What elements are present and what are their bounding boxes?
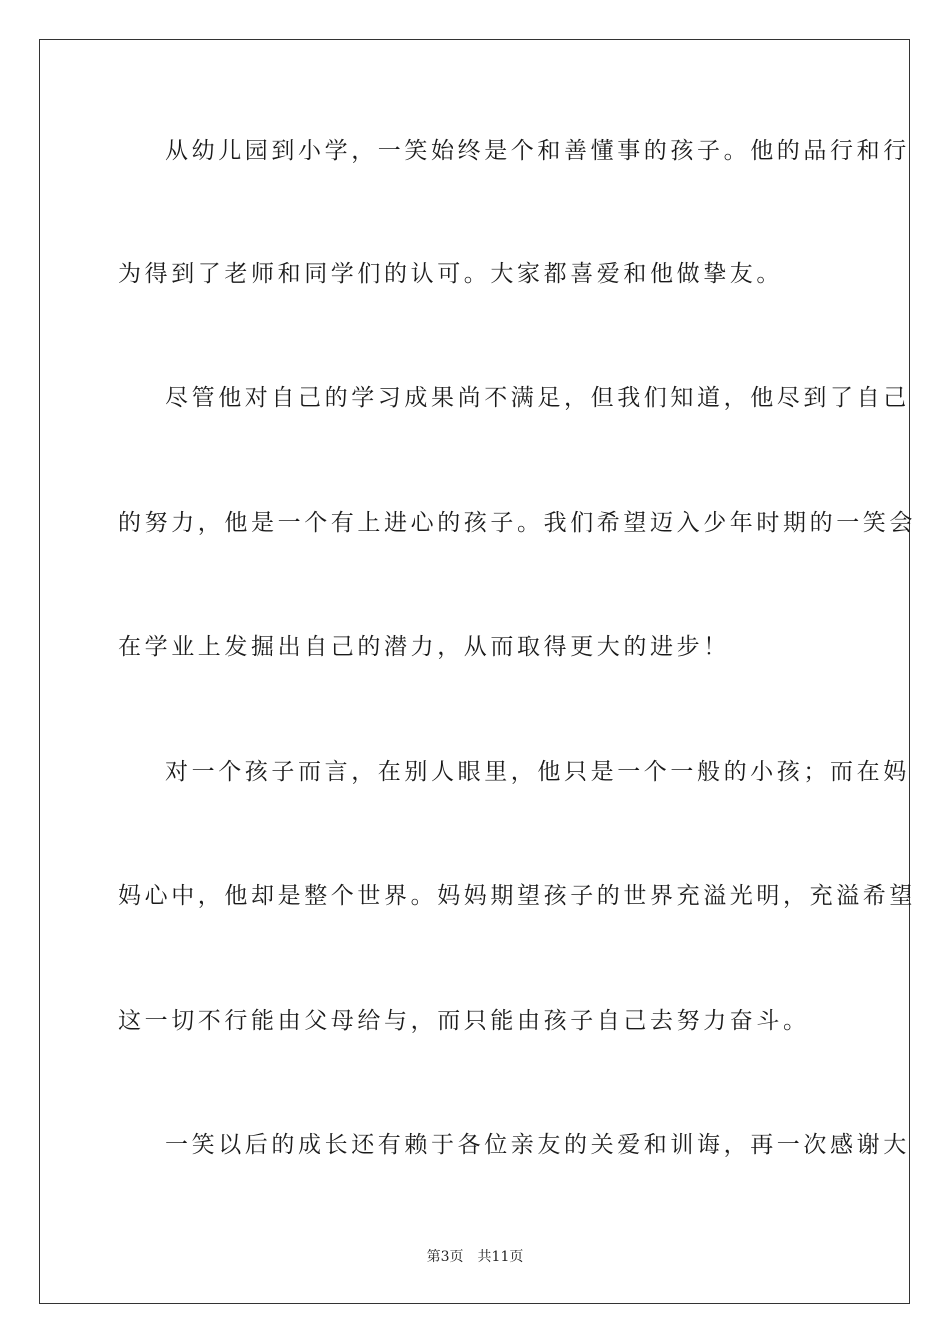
text-line-8: 这一切不行能由父母给与，而只能由孩子自己去努力奋斗。 [118,1008,810,1034]
text-line-5: 在学业上发掘出自己的潜力，从而取得更大的进步！ [118,634,730,660]
text-line-4: 的努力，他是一个有上进心的孩子。我们希望迈入少年时期的一笑会 [118,510,916,536]
text-line-6: 对一个孩子而言，在别人眼里，他只是一个一般的小孩；而在妈 [165,759,910,785]
page-footer [0,1247,950,1267]
text-line-7: 妈心中，他却是整个世界。妈妈期望孩子的世界充溢光明，充溢希望 [118,883,916,909]
page-total: 共11页 [477,1249,524,1265]
text-line-9: 一笑以后的成长还有赖于各位亲友的关爱和训诲，再一次感谢大 [165,1132,910,1158]
page-number: 第3页 [426,1249,464,1265]
page-border [39,39,916,1304]
text-line-3: 尽管他对自己的学习成果尚不满足，但我们知道，他尽到了自己 [165,385,910,411]
text-line-2: 为得到了老师和同学们的认可。大家都喜爱和他做挚友。 [118,261,783,287]
text-line-1: 从幼儿园到小学，一笑始终是个和善懂事的孩子。他的品行和行 [165,138,910,164]
